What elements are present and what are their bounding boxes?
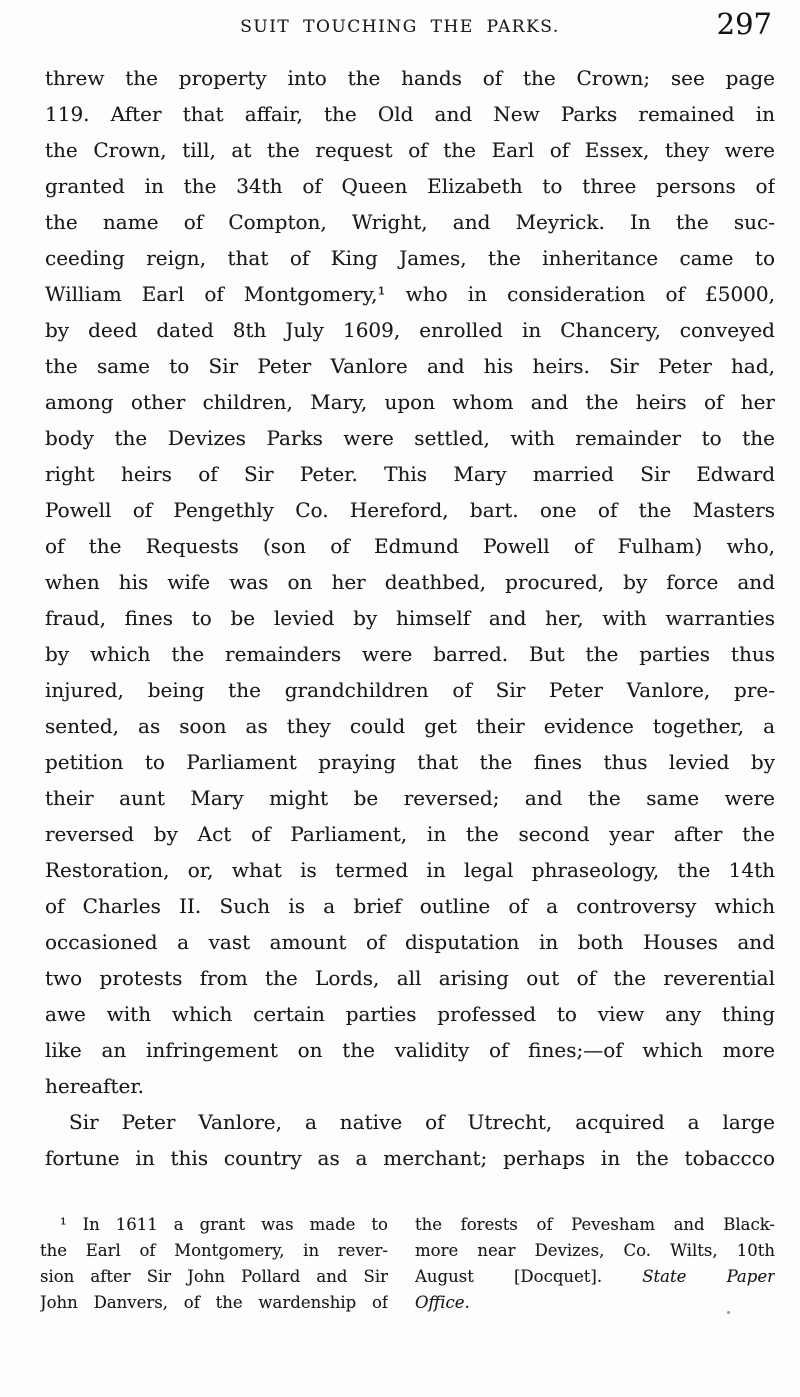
body-text [45,60,775,1176]
paragraph-1 [45,60,775,1104]
text-line [415,1264,775,1290]
text-segment: August [Docquet]. [415,1267,643,1286]
text-line: granted in the 34th of Queen Elizabeth to three persons of [45,174,775,198]
text-line: by deed dated 8th July 1609, enrolled in Chancery, conveyed [45,318,775,342]
text-line: ¹ In 1611 a grant was made to [60,1215,388,1234]
text-line: of the Requests (son of Edmund Powell of Fulham) who, [45,534,775,558]
footnote-right-column [415,1212,775,1316]
italic-text-segment: State Paper [642,1267,775,1286]
text-line: more near Devizes, Co. Wilts, 10th [415,1241,775,1260]
text-line: petition to Parliament praying that the fines thus levied by [45,750,775,774]
text-line: by which the remainders were barred. But the parties thus [45,642,775,666]
scan-speck [727,1311,730,1314]
text-line: fraud, fines to be levied by himself and her, with warranties [45,606,775,630]
text-line: reversed by Act of Parliament, in the second year after the [45,822,775,846]
text-line: like an infringement on the validity of fines;—of which more [45,1038,775,1062]
text-line: John Danvers, of the wardenship of [40,1293,388,1312]
text-line: occasioned a vast amount of disputation in both Houses and [45,930,775,954]
text-line: sented, as soon as they could get their evidence together, a [45,714,775,738]
text-line: the Earl of Montgomery, in rever- [40,1241,388,1260]
text-line: hereafter. [45,1074,145,1098]
italic-text-segment: Office. [415,1293,470,1312]
footnote-left-column [40,1212,388,1316]
text-line: Restoration, or, what is termed in legal phraseology, the 14th [45,858,775,882]
paragraph-2 [45,1104,775,1176]
text-line: of Charles II. Such is a brief outline of a controversy which [45,894,775,918]
text-line: Powell of Pengethly Co. Hereford, bart. one of the Masters [45,498,775,522]
text-line: right heirs of Sir Peter. This Mary married Sir Edward [45,462,775,486]
running-title: SUIT TOUCHING THE PARKS. [240,17,560,37]
text-line: sion after Sir John Pollard and Sir [40,1267,388,1286]
text-line: William Earl of Montgomery,¹ who in consideration of £5000, [45,282,775,306]
text-line: body the Devizes Parks were settled, with remainder to the [45,426,775,450]
text-line [415,1290,775,1316]
text-line: 119. After that affair, the Old and New Parks remained in [45,102,775,126]
text-line: the same to Sir Peter Vanlore and his heirs. Sir Peter had, [45,354,775,378]
text-line: the Crown, till, at the request of the Earl of Essex, they were [45,138,775,162]
text-line: their aunt Mary might be reversed; and the same were [45,786,775,810]
text-line: Sir Peter Vanlore, a native of Utrecht, acquired a large [69,1110,775,1134]
text-line: threw the property into the hands of the Crown; see page [45,66,775,90]
page-number: 297 [716,7,772,41]
text-line: two protests from the Lords, all arising out of the reverential [45,966,775,990]
text-line: the name of Compton, Wright, and Meyrick. In the suc- [45,210,775,234]
text-line: awe with which certain parties professed to view any thing [45,1002,775,1026]
text-line: injured, being the grandchildren of Sir Peter Vanlore, pre- [45,678,775,702]
text-line: fortune in this country as a merchant; perhaps in the tobaccco [45,1146,775,1170]
text-line: the forests of Pevesham and Black- [415,1215,775,1234]
text-line: when his wife was on her deathbed, procured, by force and [45,570,775,594]
text-line: among other children, Mary, upon whom and the heirs of her [45,390,775,414]
text-line: ceeding reign, that of King James, the inheritance came to [45,246,775,270]
footnote [40,1212,775,1316]
